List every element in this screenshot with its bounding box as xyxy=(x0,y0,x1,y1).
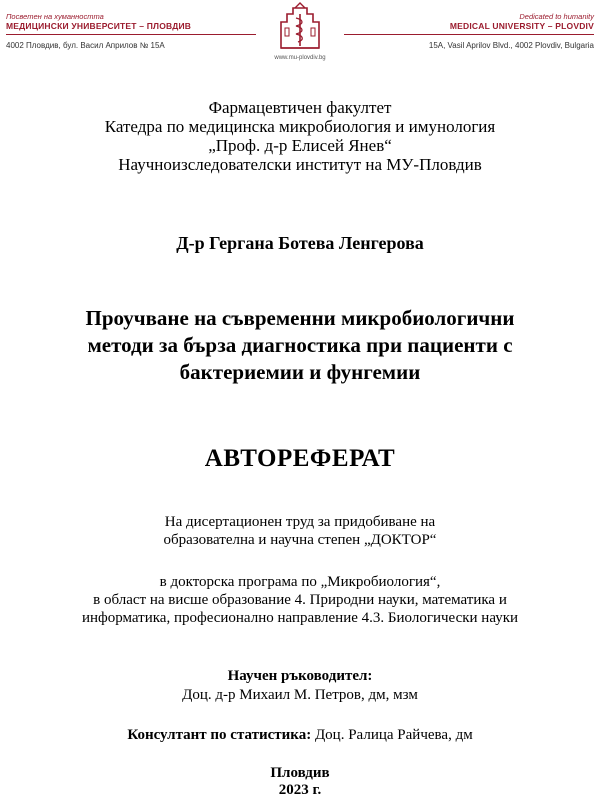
research-institute: Научноизследователски институт на МУ-Пловдив xyxy=(118,155,482,174)
author-name: Д-р Гергана Ботева Ленгерова xyxy=(176,233,424,253)
place: Пловдив xyxy=(270,765,330,781)
year: 2023 г. xyxy=(278,782,322,798)
university-name-en: MEDICAL UNIVERSITY – PLOVDIV xyxy=(449,21,594,31)
program-line: информатика, професионално направление 4.3. Биологически науки xyxy=(81,610,519,626)
program-line: в докторска програма по „Микробиология“, xyxy=(159,574,441,590)
supervisor-label: Научен ръководител: xyxy=(227,668,373,684)
program-line: в област на висше образование 4. Природни науки, математика и xyxy=(93,592,507,608)
dissertation-title xyxy=(0,305,600,386)
supervisor-block xyxy=(0,667,600,705)
title-line: Проучване на съвременни микробиологични xyxy=(85,306,515,330)
doctoral-program xyxy=(0,573,600,627)
description-line: образователна и научна степен „ДОКТОР“ xyxy=(163,532,437,548)
department-honorific: „Проф. д-р Елисей Янев“ xyxy=(208,136,392,155)
letterhead-motto-en: Dedicated to humanity xyxy=(519,12,594,21)
description-line: На дисертационен труд за придобиване на xyxy=(164,514,436,530)
letterhead-right xyxy=(344,12,594,51)
letterhead-divider-right xyxy=(344,34,594,35)
university-address-en: 15A, Vasil Aprilov Blvd., 4002 Plovdiv, Bulgaria xyxy=(428,41,594,50)
university-url: www.mu-plovdiv.bg xyxy=(274,55,326,61)
faculty-name: Фармацевтичен факултет xyxy=(208,98,392,117)
title-line: бактериемии и фунгемии xyxy=(179,360,421,384)
letterhead-center xyxy=(260,2,340,61)
department-name: Катедра по медицинска микробиология и имунология xyxy=(104,117,496,136)
title-line: методи за бърза диагностика при пациенти с xyxy=(87,333,513,357)
consultant-label: Консултант по статистика: xyxy=(127,727,315,743)
letterhead-motto-bg: Посветен на хуманността xyxy=(6,12,104,21)
university-logo-icon xyxy=(277,2,323,52)
consultant-block xyxy=(0,727,600,744)
university-name-bg: МЕДИЦИНСКИ УНИВЕРСИТЕТ – ПЛОВДИВ xyxy=(6,21,192,31)
place-date-block xyxy=(0,765,600,799)
letterhead-left xyxy=(6,12,256,51)
document-type-heading: АВТОРЕФЕРАТ xyxy=(204,445,396,472)
supervisor-name: Доц. д-р Михаил М. Петров, дм, мзм xyxy=(182,687,418,703)
faculty-block xyxy=(0,98,600,174)
degree-description xyxy=(0,513,600,549)
letterhead-divider-left xyxy=(6,34,256,35)
consultant-name: Доц. Ралица Райчева, дм xyxy=(314,727,473,743)
letterhead xyxy=(0,0,600,72)
university-address-bg: 4002 Пловдив, бул. Васил Априлов № 15А xyxy=(6,41,165,50)
